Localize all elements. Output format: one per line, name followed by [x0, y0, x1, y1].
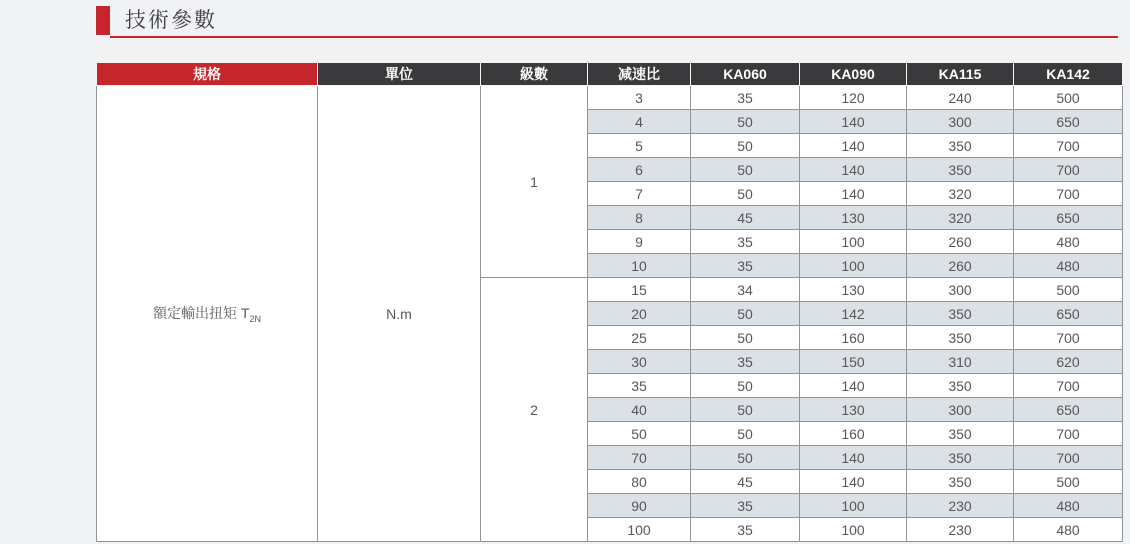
cell-value: 45 [691, 206, 800, 230]
column-header-ka060: KA060 [691, 63, 800, 86]
cell-unit: N.m [318, 86, 481, 542]
title-underline [110, 36, 1118, 38]
column-header-stage: 級數 [481, 63, 588, 86]
cell-value: 100 [800, 254, 907, 278]
cell-value: 140 [800, 110, 907, 134]
cell-value: 350 [907, 374, 1014, 398]
cell-stage: 1 [481, 86, 588, 278]
cell-ratio: 4 [588, 110, 691, 134]
cell-value: 230 [907, 518, 1014, 542]
cell-ratio: 70 [588, 446, 691, 470]
cell-value: 480 [1014, 518, 1123, 542]
cell-value: 50 [691, 158, 800, 182]
cell-ratio: 6 [588, 158, 691, 182]
cell-ratio: 90 [588, 494, 691, 518]
cell-value: 650 [1014, 302, 1123, 326]
spec-table-body [97, 86, 1123, 542]
cell-value: 300 [907, 110, 1014, 134]
cell-value: 700 [1014, 374, 1123, 398]
cell-value: 140 [800, 470, 907, 494]
spec-table-head [97, 63, 1123, 86]
cell-value: 45 [691, 470, 800, 494]
header-row [97, 63, 1123, 86]
cell-value: 140 [800, 158, 907, 182]
cell-value: 350 [907, 326, 1014, 350]
cell-value: 50 [691, 446, 800, 470]
cell-value: 350 [907, 446, 1014, 470]
cell-ratio: 15 [588, 278, 691, 302]
cell-value: 35 [691, 230, 800, 254]
cell-value: 140 [800, 446, 907, 470]
cell-value: 650 [1014, 206, 1123, 230]
cell-value: 130 [800, 398, 907, 422]
cell-value: 620 [1014, 350, 1123, 374]
cell-value: 140 [800, 182, 907, 206]
cell-value: 350 [907, 422, 1014, 446]
cell-value: 35 [691, 350, 800, 374]
cell-value: 50 [691, 326, 800, 350]
cell-value: 700 [1014, 422, 1123, 446]
cell-value: 320 [907, 206, 1014, 230]
spec-table [96, 62, 1123, 542]
title-accent-block [96, 6, 110, 35]
page-title: 技術參數 [125, 9, 217, 32]
cell-value: 240 [907, 86, 1014, 110]
cell-value: 100 [800, 518, 907, 542]
cell-ratio: 35 [588, 374, 691, 398]
cell-value: 480 [1014, 230, 1123, 254]
column-header-ratio: 减速比 [588, 63, 691, 86]
cell-value: 480 [1014, 494, 1123, 518]
cell-value: 35 [691, 254, 800, 278]
cell-ratio: 30 [588, 350, 691, 374]
cell-value: 310 [907, 350, 1014, 374]
cell-value: 300 [907, 278, 1014, 302]
cell-value: 34 [691, 278, 800, 302]
cell-value: 500 [1014, 278, 1123, 302]
column-header-spec: 規格 [97, 63, 318, 86]
cell-value: 50 [691, 302, 800, 326]
cell-ratio: 9 [588, 230, 691, 254]
cell-ratio: 50 [588, 422, 691, 446]
cell-value: 50 [691, 182, 800, 206]
cell-ratio: 25 [588, 326, 691, 350]
cell-value: 50 [691, 134, 800, 158]
cell-value: 700 [1014, 446, 1123, 470]
cell-value: 160 [800, 326, 907, 350]
cell-ratio: 5 [588, 134, 691, 158]
cell-ratio: 100 [588, 518, 691, 542]
cell-value: 700 [1014, 158, 1123, 182]
cell-ratio: 3 [588, 86, 691, 110]
cell-value: 50 [691, 110, 800, 134]
cell-value: 500 [1014, 86, 1123, 110]
cell-value: 350 [907, 134, 1014, 158]
cell-value: 100 [800, 230, 907, 254]
cell-stage: 2 [481, 278, 588, 542]
cell-value: 50 [691, 398, 800, 422]
cell-value: 700 [1014, 182, 1123, 206]
column-header-ka115: KA115 [907, 63, 1014, 86]
cell-value: 650 [1014, 398, 1123, 422]
cell-value: 480 [1014, 254, 1123, 278]
cell-ratio: 80 [588, 470, 691, 494]
cell-value: 350 [907, 470, 1014, 494]
cell-ratio: 7 [588, 182, 691, 206]
cell-value: 700 [1014, 134, 1123, 158]
cell-value: 35 [691, 86, 800, 110]
cell-value: 140 [800, 134, 907, 158]
cell-value: 160 [800, 422, 907, 446]
cell-value: 350 [907, 302, 1014, 326]
cell-value: 150 [800, 350, 907, 374]
cell-value: 320 [907, 182, 1014, 206]
cell-value: 260 [907, 230, 1014, 254]
table-row [97, 86, 1123, 110]
cell-value: 35 [691, 518, 800, 542]
cell-value: 350 [907, 158, 1014, 182]
cell-ratio: 40 [588, 398, 691, 422]
cell-spec-label: 額定輸出扭矩 $T_{2N}$ [97, 86, 318, 542]
cell-value: 650 [1014, 110, 1123, 134]
cell-value: 260 [907, 254, 1014, 278]
cell-value: 140 [800, 374, 907, 398]
column-header-ka142: KA142 [1014, 63, 1123, 86]
cell-value: 500 [1014, 470, 1123, 494]
cell-ratio: 10 [588, 254, 691, 278]
cell-value: 35 [691, 494, 800, 518]
cell-value: 300 [907, 398, 1014, 422]
cell-value: 50 [691, 374, 800, 398]
cell-ratio: 20 [588, 302, 691, 326]
column-header-ka090: KA090 [800, 63, 907, 86]
column-header-unit: 單位 [318, 63, 481, 86]
cell-value: 130 [800, 206, 907, 230]
cell-value: 142 [800, 302, 907, 326]
cell-value: 50 [691, 422, 800, 446]
cell-value: 230 [907, 494, 1014, 518]
cell-value: 100 [800, 494, 907, 518]
cell-ratio: 8 [588, 206, 691, 230]
cell-value: 120 [800, 86, 907, 110]
cell-value: 700 [1014, 326, 1123, 350]
cell-value: 130 [800, 278, 907, 302]
